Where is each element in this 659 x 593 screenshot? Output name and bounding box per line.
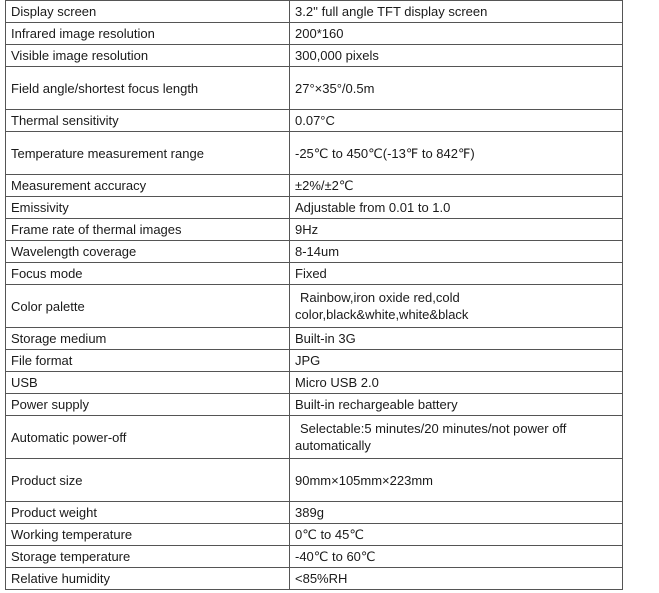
table-row <box>6 459 623 502</box>
table-row <box>6 502 623 524</box>
table-row <box>6 416 623 459</box>
spec-value: Built-in rechargeable battery <box>290 394 623 416</box>
spec-label: Automatic power-off <box>6 416 290 459</box>
table-row <box>6 241 623 263</box>
spec-value: -25℃ to 450℃(-13℉ to 842℉) <box>290 132 623 175</box>
spec-value: 300,000 pixels <box>290 45 623 67</box>
spec-label: Product weight <box>6 502 290 524</box>
table-row <box>6 132 623 175</box>
table-row <box>6 263 623 285</box>
spec-value: 90mm×105mm×223mm <box>290 459 623 502</box>
table-row <box>6 328 623 350</box>
spec-value: JPG <box>290 350 623 372</box>
spec-value: 0℃ to 45℃ <box>290 524 623 546</box>
table-row <box>6 1 623 23</box>
spec-label: Wavelength coverage <box>6 241 290 263</box>
spec-value: Adjustable from 0.01 to 1.0 <box>290 197 623 219</box>
table-row <box>6 524 623 546</box>
table-row <box>6 175 623 197</box>
spec-value: 3.2'' full angle TFT display screen <box>290 1 623 23</box>
spec-label: Working temperature <box>6 524 290 546</box>
spec-value: 8-14um <box>290 241 623 263</box>
spec-value: 9Hz <box>290 219 623 241</box>
table-row <box>6 23 623 45</box>
spec-label: Display screen <box>6 1 290 23</box>
spec-value <box>290 416 623 459</box>
spec-label: Visible image resolution <box>6 45 290 67</box>
spec-label: Measurement accuracy <box>6 175 290 197</box>
spec-value-line: color,black&white,white&black <box>295 307 469 322</box>
table-row <box>6 372 623 394</box>
spec-value: Built-in 3G <box>290 328 623 350</box>
table-row <box>6 394 623 416</box>
spec-label: Thermal sensitivity <box>6 110 290 132</box>
spec-value: ±2%/±2℃ <box>290 175 623 197</box>
spec-value: 200*160 <box>290 23 623 45</box>
spec-value: Micro USB 2.0 <box>290 372 623 394</box>
spec-label: Product size <box>6 459 290 502</box>
spec-label: Focus mode <box>6 263 290 285</box>
table-row <box>6 45 623 67</box>
spec-value-line: automatically <box>295 438 371 453</box>
spec-label: Relative humidity <box>6 568 290 590</box>
table-row <box>6 197 623 219</box>
table-row <box>6 285 623 328</box>
spec-label: Power supply <box>6 394 290 416</box>
spec-label: Infrared image resolution <box>6 23 290 45</box>
spec-value: 389g <box>290 502 623 524</box>
table-row <box>6 219 623 241</box>
spec-label: Color palette <box>6 285 290 328</box>
spec-value <box>290 285 623 328</box>
spec-label: File format <box>6 350 290 372</box>
spec-value: <85%RH <box>290 568 623 590</box>
spec-value: Fixed <box>290 263 623 285</box>
spec-label: Storage temperature <box>6 546 290 568</box>
spec-label: Storage medium <box>6 328 290 350</box>
spec-label: Frame rate of thermal images <box>6 219 290 241</box>
spec-value-line: Selectable:5 minutes/20 minutes/not power off <box>300 421 567 436</box>
spec-value-line: Rainbow,iron oxide red,cold <box>300 290 460 305</box>
table-row <box>6 350 623 372</box>
table-row <box>6 568 623 590</box>
spec-value: 27°×35°/0.5m <box>290 67 623 110</box>
spec-label: Field angle/shortest focus length <box>6 67 290 110</box>
table-row <box>6 110 623 132</box>
spec-label: Emissivity <box>6 197 290 219</box>
spec-value: 0.07°C <box>290 110 623 132</box>
table-row <box>6 546 623 568</box>
spec-table <box>5 0 623 590</box>
spec-value: -40℃ to 60℃ <box>290 546 623 568</box>
spec-label: Temperature measurement range <box>6 132 290 175</box>
table-row <box>6 67 623 110</box>
spec-label: USB <box>6 372 290 394</box>
